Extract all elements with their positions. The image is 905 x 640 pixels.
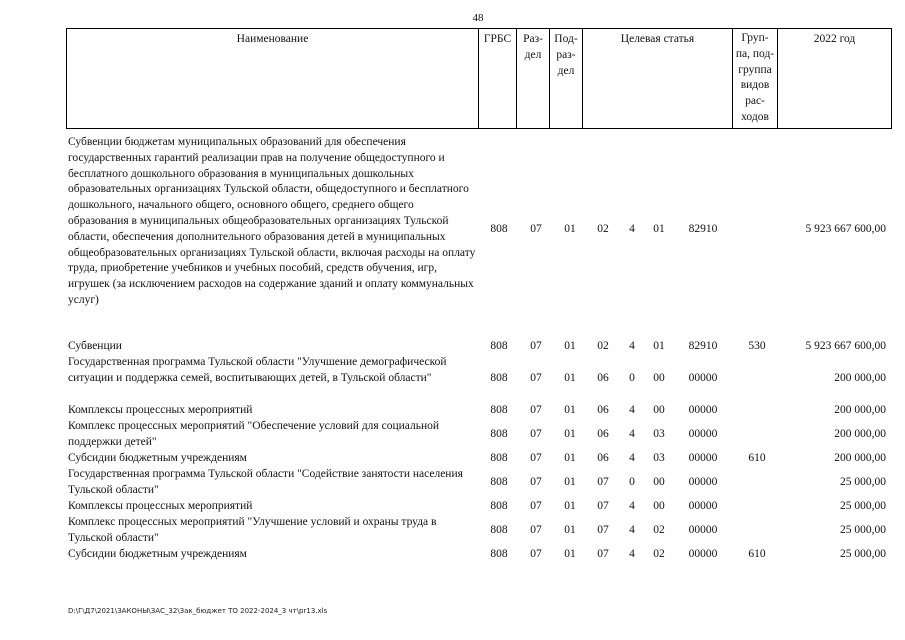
row-name: Комплекс процессных мероприятий "Улучшение условий и охраны труда в Тульской области": [68, 516, 437, 544]
cell-rz: 07: [530, 500, 542, 512]
header-podrazdel: Под- раз- дел: [550, 29, 583, 129]
cell-grbs: 808: [490, 404, 508, 416]
cell-t2: 4: [629, 452, 635, 464]
cell-t1: 02: [597, 222, 609, 235]
header-name: Наименование: [67, 29, 479, 129]
cell-pr: 01: [564, 222, 576, 235]
cell-t4: 00000: [688, 548, 718, 560]
cell-t3: 02: [653, 548, 665, 560]
cell-t3: 00: [653, 475, 665, 488]
cell-rz: 07: [530, 452, 542, 464]
cell-t2: 4: [629, 427, 635, 440]
row-name: Субвенции: [68, 340, 122, 352]
cell-sum: 25 000,00: [840, 523, 886, 536]
cell-sum: 25 000,00: [840, 500, 886, 512]
cell-vr: 530: [748, 340, 766, 352]
cell-t4: 00000: [688, 371, 718, 384]
cell-t1: 07: [597, 548, 609, 560]
cell-pr: 01: [564, 340, 576, 352]
cell-t4: 00000: [688, 500, 718, 512]
cell-t2: 4: [629, 340, 635, 352]
cell-pr: 01: [564, 427, 576, 440]
cell-t1: 06: [597, 427, 609, 440]
cell-rz: 07: [530, 222, 542, 235]
cell-t3: 02: [653, 523, 665, 536]
cell-sum: 5 923 667 600,00: [805, 222, 886, 235]
cell-t3: 00: [653, 371, 665, 384]
cell-pr: 01: [564, 371, 576, 384]
cell-t4: 00000: [688, 452, 718, 464]
cell-pr: 01: [564, 404, 576, 416]
cell-t4: 00000: [688, 523, 718, 536]
cell-t2: 4: [629, 500, 635, 512]
file-path-footer: D:\Г\Д7\2021\ЗАКОНЫ\ЗАС_32\Зак_бюджет ТО 2022-2024_3 чт\pr13.xls: [68, 607, 328, 615]
header-target: Целевая статья: [583, 29, 733, 129]
cell-vr: 610: [748, 452, 766, 464]
cell-sum: 25 000,00: [840, 548, 886, 560]
cell-sum: 200 000,00: [834, 404, 886, 416]
cell-pr: 01: [564, 548, 576, 560]
row-name: Комплексы процессных мероприятий: [68, 500, 253, 512]
cell-grbs: 808: [490, 523, 508, 536]
cell-t1: 02: [597, 340, 609, 352]
cell-pr: 01: [564, 500, 576, 512]
row-name: Государственная программа Тульской области "Содействие занятости населения Тульской области": [68, 468, 463, 496]
row-name: Комплекс процессных мероприятий "Обеспечение условий для социальной поддержки детей": [68, 420, 439, 448]
cell-t1: 07: [597, 523, 609, 536]
cell-t1: 06: [597, 452, 609, 464]
row-name: Комплексы процессных мероприятий: [68, 404, 253, 416]
cell-rz: 07: [530, 475, 542, 488]
cell-pr: 01: [564, 523, 576, 536]
cell-t1: 07: [597, 475, 609, 488]
cell-t4: 00000: [688, 475, 718, 488]
row-name: Субвенции бюджетам муниципальных образований для обеспечения государственных гарантий реализации прав на получение общедоступного и бесплатного дошкольного образования в муниципальных дошкольных образовательных организациях Тульской области, общедоступного и бесплатного дошкольного, начального общего, основного общего, среднего общего образования в муниципальных общеобразовательных организациях Тульской области, обеспечения дополнительного образования детей в муниципальных общеобразовательных организациях Тульской области, включая расходы на оплату труда, приобретение учебников и учебных пособий, средств обучения, игр, игрушек (за исключением расходов на содержание зданий и оплату коммунальных услуг): [68, 136, 476, 306]
page-number: 48: [472, 12, 484, 24]
cell-t3: 03: [653, 452, 665, 464]
cell-t3: 00: [653, 500, 665, 512]
header-razdel: Раз- дел: [517, 29, 550, 129]
cell-t3: 03: [653, 427, 665, 440]
row-name: Субсидии бюджетным учреждениям: [68, 452, 247, 464]
cell-grbs: 808: [490, 340, 508, 352]
cell-t2: 0: [629, 475, 635, 488]
cell-pr: 01: [564, 475, 576, 488]
cell-rz: 07: [530, 548, 542, 560]
cell-t2: 4: [629, 548, 635, 560]
cell-grbs: 808: [490, 222, 508, 235]
cell-vr: 610: [748, 548, 766, 560]
header-group: Груп- па, под- группа видов рас- ходов: [733, 29, 778, 129]
cell-t3: 01: [653, 222, 665, 235]
cell-grbs: 808: [490, 475, 508, 488]
cell-pr: 01: [564, 452, 576, 464]
cell-rz: 07: [530, 523, 542, 536]
header-grbs: ГРБС: [479, 29, 517, 129]
cell-grbs: 808: [490, 371, 508, 384]
cell-t2: 4: [629, 222, 635, 235]
cell-sum: 200 000,00: [834, 427, 886, 440]
cell-sum: 200 000,00: [834, 371, 886, 384]
cell-sum: 25 000,00: [840, 475, 886, 488]
cell-t4: 82910: [688, 222, 718, 235]
row-name: Субсидии бюджетным учреждениям: [68, 548, 247, 560]
cell-t4: 00000: [688, 404, 718, 416]
cell-rz: 07: [530, 404, 542, 416]
cell-t4: 00000: [688, 427, 718, 440]
cell-grbs: 808: [490, 452, 508, 464]
cell-t1: 07: [597, 500, 609, 512]
cell-grbs: 808: [490, 427, 508, 440]
cell-t1: 06: [597, 404, 609, 416]
cell-rz: 07: [530, 427, 542, 440]
cell-t4: 82910: [688, 340, 718, 352]
cell-t2: 0: [629, 371, 635, 384]
cell-rz: 07: [530, 340, 542, 352]
row-name: Государственная программа Тульской области "Улучшение демографической ситуации и поддержка семей, воспитывающих детей, в Тульской области": [68, 356, 447, 384]
cell-sum: 200 000,00: [834, 452, 886, 464]
cell-t3: 00: [653, 404, 665, 416]
header-year: 2022 год: [778, 29, 892, 129]
cell-t1: 06: [597, 371, 609, 384]
cell-grbs: 808: [490, 548, 508, 560]
cell-grbs: 808: [490, 500, 508, 512]
cell-sum: 5 923 667 600,00: [805, 340, 886, 352]
cell-t3: 01: [653, 340, 665, 352]
cell-t2: 4: [629, 523, 635, 536]
cell-t2: 4: [629, 404, 635, 416]
cell-rz: 07: [530, 371, 542, 384]
